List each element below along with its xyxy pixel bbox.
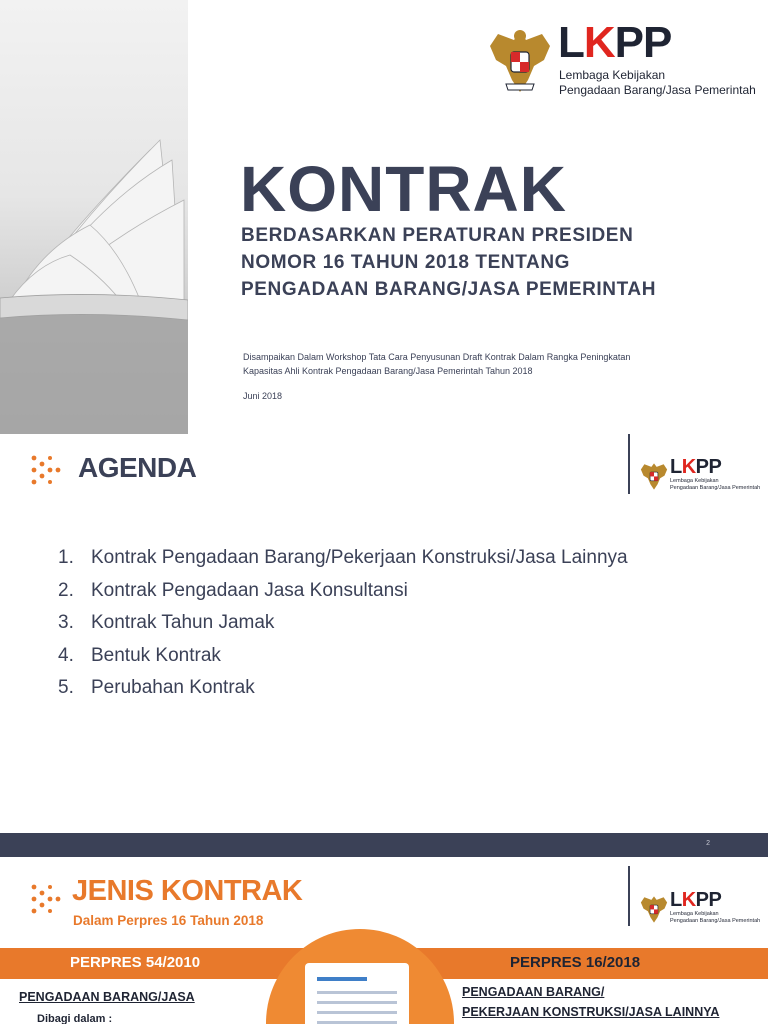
lkpp-logo-small xyxy=(640,889,761,933)
page-number: 2 xyxy=(706,840,710,847)
open-book-photo xyxy=(0,0,188,434)
lkpp-wordmark: LKPP xyxy=(670,889,722,911)
list-item: 5. Perubahan Kontrak xyxy=(58,677,255,698)
page-subtitle: BERDASARKAN PERATURAN PRESIDEN NOMOR 16 TAHUN 2018 TENTANG PENGADAAN BARANG/JASA PEMERINTAH xyxy=(241,225,657,300)
header-divider xyxy=(628,866,630,926)
lkpp-logo-small xyxy=(640,456,761,500)
slide-subtitle: Dalam Perpres 16 Tahun 2018 xyxy=(73,913,264,928)
list-item: 3. Kontrak Tahun Jamak xyxy=(58,612,275,633)
lkpp-tagline: Lembaga Kebijakan Pengadaan Barang/Jasa Pemerintah xyxy=(670,911,761,924)
dots-arrow-icon xyxy=(30,883,66,919)
agenda-heading: AGENDA xyxy=(78,452,197,483)
lkpp-tagline: Lembaga Kebijakan Pengadaan Barang/Jasa Pemerintah xyxy=(670,478,761,491)
presentation-description: Disampaikan Dalam Workshop Tata Cara Penyusunan Draft Kontrak Dalam Rangka Peningkatan Kapasitas Ahli Kontrak Pengadaan Barang/Jasa Pemerintah Tahun 2018 xyxy=(243,352,631,376)
lkpp-tagline: Lembaga Kebijakan Pengadaan Barang/Jasa Pemerintah xyxy=(559,68,756,97)
lkpp-wordmark: LKPP xyxy=(670,456,722,478)
jenis-kontrak-slide xyxy=(0,833,768,1024)
perpres-new-label: PERPRES 16/2018 xyxy=(510,954,641,971)
lkpp-logo xyxy=(488,18,758,100)
garuda-emblem-icon xyxy=(640,460,668,492)
garuda-emblem-icon xyxy=(488,26,552,96)
document-icon xyxy=(305,963,409,1024)
right-column-heading: PENGADAAN BARANG/ PEKERJAAN KONSTRUKSI/JASA LAINNYA xyxy=(462,985,720,1019)
slide-title: JENIS KONTRAK xyxy=(72,875,303,907)
list-item: 2. Kontrak Pengadaan Jasa Konsultansi xyxy=(58,579,408,601)
garuda-emblem-icon xyxy=(640,893,668,925)
left-column-text: Dibagi dalam : xyxy=(37,1013,113,1024)
slide-top-bar xyxy=(0,833,768,857)
lkpp-wordmark: LKPP xyxy=(558,18,672,67)
list-item: 1. Kontrak Pengadaan Barang/Pekerjaan Konstruksi/Jasa Lainnya xyxy=(58,547,628,568)
header-divider xyxy=(628,434,630,494)
page-title: KONTRAK xyxy=(240,153,567,225)
perpres-old-label: PERPRES 54/2010 xyxy=(70,954,201,971)
agenda-slide xyxy=(0,434,768,833)
left-column-heading: PENGADAAN BARANG/JASA xyxy=(19,990,195,1004)
dots-arrow-icon xyxy=(30,454,66,490)
list-item: 4. Bentuk Kontrak xyxy=(58,644,221,666)
title-slide xyxy=(0,0,768,434)
agenda-list xyxy=(58,542,628,705)
presentation-date: Juni 2018 xyxy=(243,391,283,401)
